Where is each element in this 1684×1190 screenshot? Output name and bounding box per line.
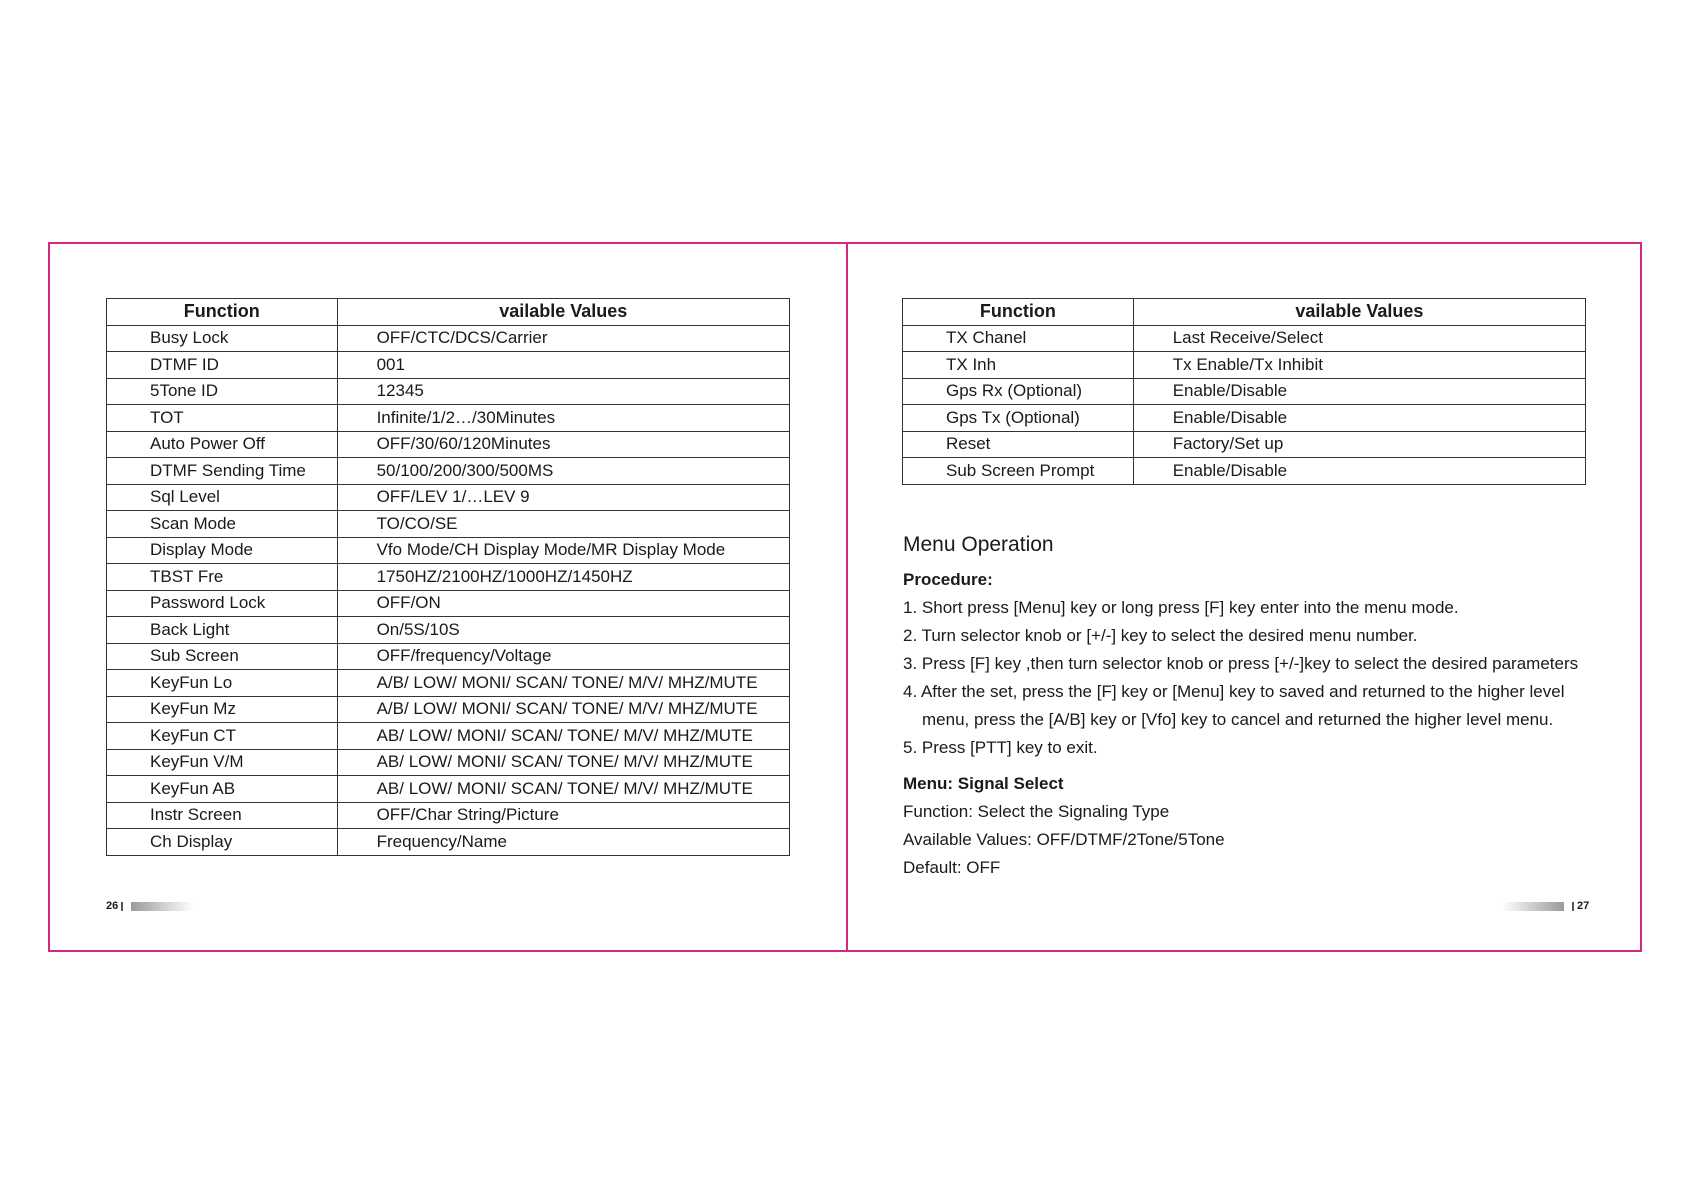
table-row [107,325,790,352]
page-number-text: 27 [1577,900,1590,912]
function-cell: Gps Tx (Optional) [903,405,1134,432]
value-cell: AB/ LOW/ MONI/ SCAN/ TONE/ M/V/ MHZ/MUTE [337,749,789,776]
function-cell: KeyFun AB [107,776,338,803]
table-row [107,511,790,538]
table-row [107,537,790,564]
value-cell: OFF/Char String/Picture [337,802,789,829]
value-cell: 50/100/200/300/500MS [337,458,789,485]
page-tick [121,902,123,911]
table-row [107,352,790,379]
table-row [903,352,1586,379]
function-cell: Gps Rx (Optional) [903,378,1134,405]
table-row [107,696,790,723]
function-cell: Display Mode [107,537,338,564]
procedure-step: 4. After the set, press the [F] key or [Menu] key to saved and returned to the higher level [903,682,1565,701]
table-row [107,458,790,485]
page-number-text: 26 [106,900,119,912]
value-cell: Tx Enable/Tx Inhibit [1133,352,1585,379]
table-row [107,590,790,617]
table-header-row [107,299,790,326]
table-row [107,670,790,697]
value-cell: Enable/Disable [1133,458,1585,485]
function-cell: Auto Power Off [107,431,338,458]
function-cell: KeyFun CT [107,723,338,750]
function-cell: TX Inh [903,352,1134,379]
function-cell: Back Light [107,617,338,644]
section-title: Menu Operation [903,533,1054,556]
procedure-step: 2. Turn selector knob or [+/-] key to select the desired menu number. [903,626,1418,645]
value-cell: OFF/frequency/Voltage [337,643,789,670]
function-cell: 5Tone ID [107,378,338,405]
function-cell: DTMF ID [107,352,338,379]
function-cell: Scan Mode [107,511,338,538]
table-row [107,378,790,405]
function-cell: KeyFun Mz [107,696,338,723]
value-cell: OFF/ON [337,590,789,617]
header-values: vailable Values [1133,299,1585,326]
value-cell: 001 [337,352,789,379]
function-cell: Sql Level [107,484,338,511]
function-cell: KeyFun Lo [107,670,338,697]
page-divider [846,242,848,952]
value-cell: Frequency/Name [337,829,789,856]
page-number-right [1502,900,1589,912]
value-cell: A/B/ LOW/ MONI/ SCAN/ TONE/ M/V/ MHZ/MUTE [337,696,789,723]
value-cell: 1750HZ/2100HZ/1000HZ/1450HZ [337,564,789,591]
value-cell: Last Receive/Select [1133,325,1585,352]
table-header-row [903,299,1586,326]
page-number-left [106,900,193,912]
function-cell: Sub Screen Prompt [903,458,1134,485]
page-gradient-bar [1502,902,1564,911]
procedure-step-continuation: menu, press the [A/B] key or [Vfo] key to cancel and returned the higher level menu. [922,710,1554,729]
function-cell: Reset [903,431,1134,458]
table-row [107,802,790,829]
page-gradient-bar [131,902,193,911]
function-cell: KeyFun V/M [107,749,338,776]
table-row [107,829,790,856]
table-row [107,484,790,511]
left-function-table [106,298,790,856]
page-tick [1572,902,1574,911]
header-function: Function [107,299,338,326]
menu-operation-section [903,530,1603,882]
value-cell: TO/CO/SE [337,511,789,538]
value-cell: OFF/LEV 1/…LEV 9 [337,484,789,511]
procedure-step: 5. Press [PTT] key to exit. [903,738,1098,757]
menu-heading: Menu: Signal Select [903,774,1064,793]
table-row [107,617,790,644]
table-row [107,405,790,432]
procedure-step: 3. Press [F] key ,then turn selector knob or press [+/-]key to select the desired parameters [903,654,1579,673]
function-cell: Instr Screen [107,802,338,829]
table-row [107,564,790,591]
table-row [107,749,790,776]
right-function-table [902,298,1586,485]
function-cell: Password Lock [107,590,338,617]
value-cell: AB/ LOW/ MONI/ SCAN/ TONE/ M/V/ MHZ/MUTE [337,776,789,803]
function-cell: Ch Display [107,829,338,856]
table-row [903,325,1586,352]
function-cell: Sub Screen [107,643,338,670]
procedure-step: 1. Short press [Menu] key or long press [F] key enter into the menu mode. [903,598,1459,617]
table-row [107,776,790,803]
table-row [107,723,790,750]
header-values: vailable Values [337,299,789,326]
value-cell: Enable/Disable [1133,378,1585,405]
function-cell: TBST Fre [107,564,338,591]
procedure-label: Procedure: [903,570,993,589]
value-cell: AB/ LOW/ MONI/ SCAN/ TONE/ M/V/ MHZ/MUTE [337,723,789,750]
available-values-line: Available Values: OFF/DTMF/2Tone/5Tone [903,830,1225,849]
value-cell: 12345 [337,378,789,405]
value-cell: A/B/ LOW/ MONI/ SCAN/ TONE/ M/V/ MHZ/MUTE [337,670,789,697]
function-cell: TX Chanel [903,325,1134,352]
table-row [107,431,790,458]
table-row [903,458,1586,485]
function-cell: DTMF Sending Time [107,458,338,485]
value-cell: OFF/30/60/120Minutes [337,431,789,458]
table-row [107,643,790,670]
value-cell: Infinite/1/2…/30Minutes [337,405,789,432]
function-line: Function: Select the Signaling Type [903,802,1170,821]
default-line: Default: OFF [903,858,1001,877]
table-row [903,405,1586,432]
value-cell: Enable/Disable [1133,405,1585,432]
table-row [903,431,1586,458]
value-cell: Factory/Set up [1133,431,1585,458]
table-row [903,378,1586,405]
function-cell: Busy Lock [107,325,338,352]
header-function: Function [903,299,1134,326]
function-cell: TOT [107,405,338,432]
value-cell: On/5S/10S [337,617,789,644]
value-cell: Vfo Mode/CH Display Mode/MR Display Mode [337,537,789,564]
value-cell: OFF/CTC/DCS/Carrier [337,325,789,352]
